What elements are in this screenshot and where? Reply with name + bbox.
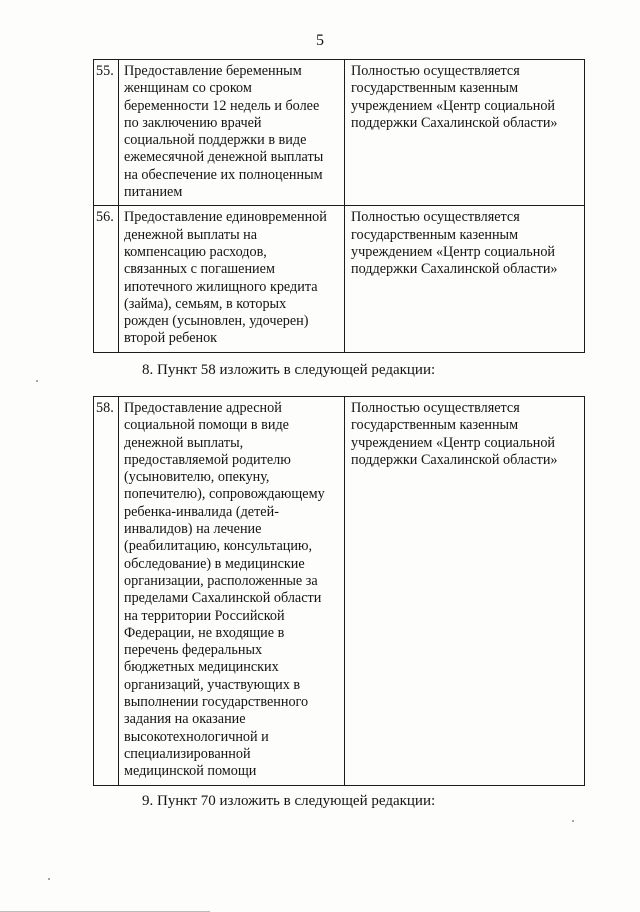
executor-cell [345, 206, 585, 352]
executor-cell [345, 60, 585, 206]
text-line: Предоставление единовременной [124, 209, 327, 226]
scan-speck [572, 820, 574, 822]
text-line: государственным казенным [351, 226, 519, 243]
scan-speck [48, 878, 50, 880]
text-line: (усыновителю, опекуну, [124, 469, 270, 486]
text-line: учреждением «Центр социальной [351, 97, 556, 114]
text-line: Полностью осуществляется [351, 209, 520, 226]
text-line: связанных с погашением [124, 261, 275, 278]
instruction-item-8: 8. Пункт 58 изложить в следующей редакции: [142, 362, 436, 378]
text-line: питанием [124, 184, 183, 201]
text-line: высокотехнологичной и [124, 728, 269, 745]
text-line: перечень федеральных [124, 642, 263, 659]
text-line: бюджетных медицинских [124, 659, 279, 676]
text-line: на территории Российской [124, 607, 285, 624]
scan-speck [36, 380, 38, 382]
table-row [94, 60, 585, 206]
text-line: беременности 12 недель и более [124, 97, 320, 114]
text-line: специализированной [124, 745, 251, 762]
text-line: поддержки Сахалинской области» [351, 451, 558, 468]
text-line: Полностью осуществляется [351, 400, 520, 416]
text-line: учреждением «Центр социальной [351, 434, 556, 451]
text-line: ипотечного жилищного кредита [124, 278, 318, 295]
text-line: поддержки Сахалинской области» [351, 114, 558, 131]
services-table-1 [93, 59, 585, 353]
page-number: 5 [316, 32, 324, 49]
service-description [119, 397, 345, 786]
row-number: 58. [94, 397, 119, 786]
service-description [119, 206, 345, 352]
text-line: государственным казенным [351, 417, 519, 434]
instruction-item-9: 9. Пункт 70 изложить в следующей редакции: [142, 793, 436, 809]
text-line: (реабилитацию, консультацию, [124, 538, 313, 555]
table-row [94, 397, 585, 786]
text-line: учреждением «Центр социальной [351, 243, 556, 260]
text-line: по заключению врачей [124, 114, 262, 131]
text-line: социальной помощи в виде [124, 417, 289, 434]
service-description [119, 60, 345, 206]
text-line: (займа), семьям, в которых [124, 295, 287, 312]
text-line: Полностью осуществляется [351, 63, 520, 79]
text-line: ежемесячной денежной выплаты [124, 149, 324, 166]
text-line: попечителю), сопровождающему [124, 486, 325, 503]
text-line: второй ребенок [124, 330, 218, 347]
text-line: Предоставление беременным [124, 63, 302, 79]
text-line: Федерации, не входящие в [124, 624, 285, 641]
text-line: организаций, участвующих в [124, 676, 301, 693]
text-line: ребенка-инвалида (детей- [124, 503, 279, 520]
table-row [94, 206, 585, 352]
text-line: женщинам со сроком [124, 80, 252, 97]
text-line: денежной выплаты, [124, 434, 244, 451]
row-number: 56. [94, 206, 119, 352]
text-line: инвалидов) на лечение [124, 521, 262, 538]
text-line: денежной выплаты на [124, 226, 258, 243]
executor-cell [345, 397, 585, 786]
text-line: компенсацию расходов, [124, 243, 267, 260]
text-line: поддержки Сахалинской области» [351, 261, 558, 278]
text-line: государственным казенным [351, 80, 519, 97]
services-table-2 [93, 396, 585, 786]
row-number: 55. [94, 60, 119, 206]
text-line: пределами Сахалинской области [124, 590, 322, 607]
text-line: рожден (усыновлен, удочерен) [124, 313, 309, 330]
text-line: задания на оказание [124, 711, 246, 728]
text-line: медицинской помощи [124, 763, 257, 780]
text-line: социальной поддержки в виде [124, 132, 307, 149]
text-line: на обеспечение их полноценным [124, 166, 323, 183]
text-line: обследование) в медицинские [124, 555, 305, 572]
text-line: Предоставление адресной [124, 400, 282, 416]
text-line: предоставляемой родителю [124, 451, 291, 468]
text-line: организации, расположенные за [124, 572, 318, 589]
text-line: выполнении государственного [124, 694, 309, 711]
